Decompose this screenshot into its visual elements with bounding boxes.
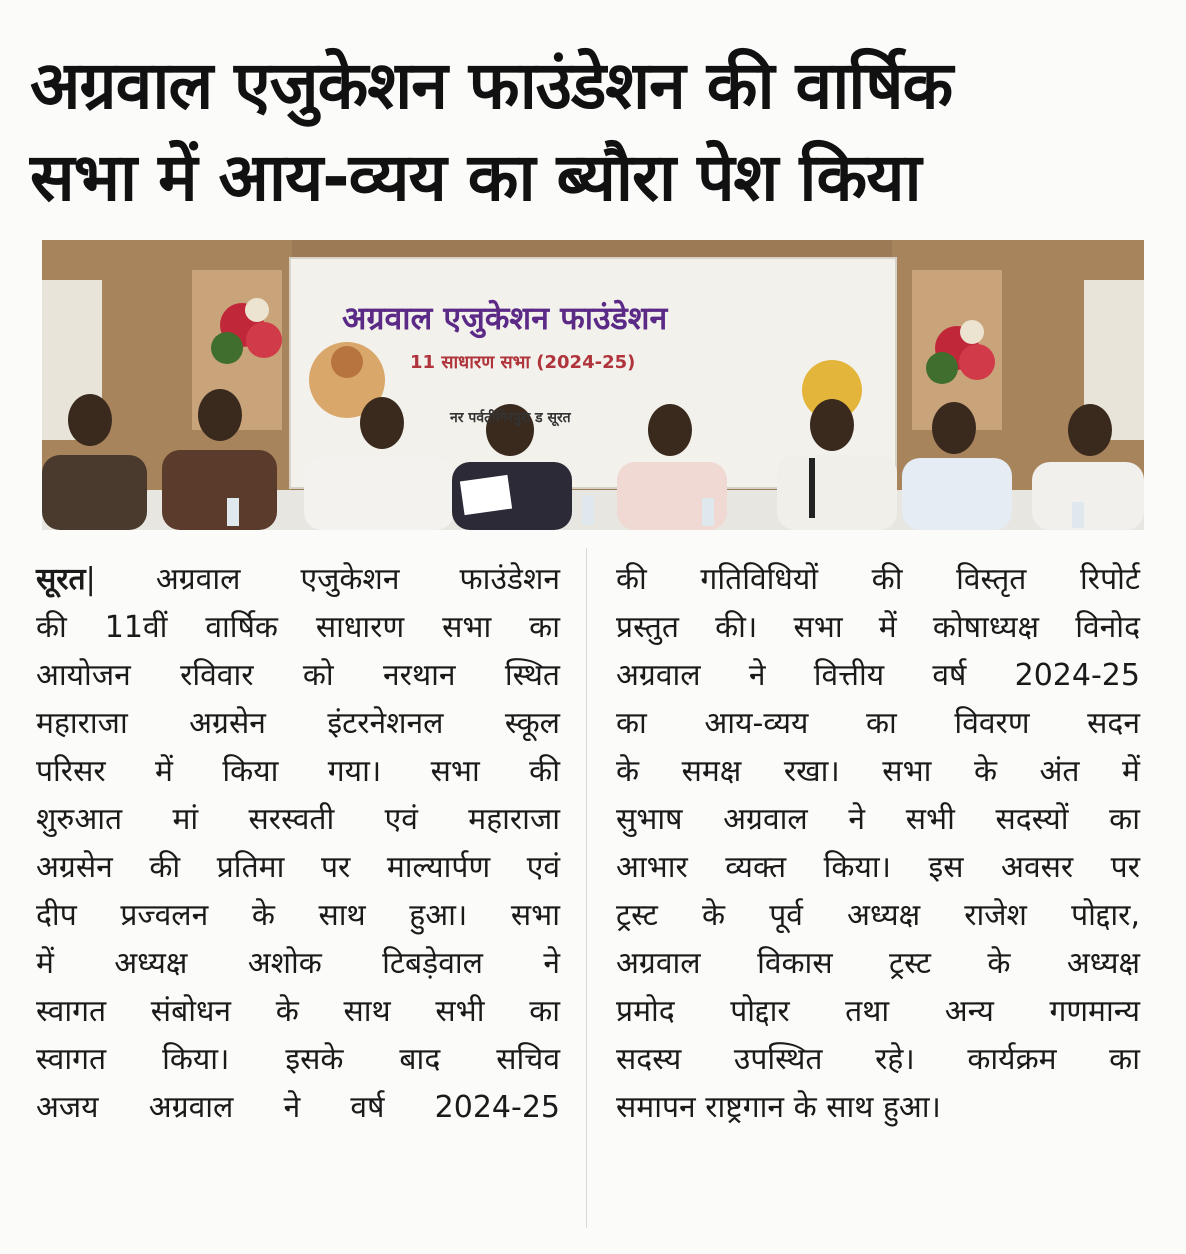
column-divider (586, 548, 587, 1228)
article-line: सुभाष अग्रवाल ने सभी सदस्यों का (616, 802, 1140, 837)
banner-place: नर पर्वतीगिरपुरा ड सूरत (450, 410, 571, 426)
headline (30, 40, 1160, 224)
article-column-left (36, 556, 560, 1132)
article-column-right (616, 556, 1140, 1132)
article-line: ट्रस्ट के पूर्व अध्यक्ष राजेश पोद्दार, (616, 898, 1140, 933)
article-line-1: सूरत| अग्रवाल एजुकेशन फाउंडेशन (36, 562, 560, 597)
article-line: प्रस्तुत की। सभा में कोषाध्यक्ष विनोद (616, 610, 1140, 645)
article-line: अग्रवाल विकास ट्रस्ट के अध्यक्ष (616, 946, 1140, 981)
article-line: समापन राष्ट्रगान के साथ हुआ। (616, 1090, 941, 1125)
article-line: प्रमोद पोद्दार तथा अन्य गणमान्य (616, 994, 1140, 1029)
article-line: अग्रवाल ने वित्तीय वर्ष 2024-25 (616, 658, 1140, 693)
event-photo (42, 240, 1144, 530)
article-line: शुरुआत मां सरस्वती एवं महाराजा (36, 802, 560, 837)
headline-line-2: सभा में आय-व्यय का ब्यौरा पेश किया (30, 139, 921, 216)
article-line: की गतिविधियों की विस्तृत रिपोर्ट (616, 562, 1140, 597)
dateline: सूरत (36, 562, 86, 597)
article-line: की 11वीं वार्षिक साधारण सभा का (36, 610, 560, 645)
article-line: स्वागत किया। इसके बाद सचिव (36, 1042, 560, 1077)
article-line: में अध्यक्ष अशोक टिबड़ेवाल ने (36, 946, 560, 981)
article-line: आभार व्यक्त किया। इस अवसर पर (616, 850, 1140, 885)
headline-line-1: अग्रवाल एजुकेशन फाउंडेशन की वार्षिक (30, 47, 953, 124)
article-line: महाराजा अग्रसेन इंटरनेशनल स्कूल (36, 706, 560, 741)
article-line: का आय-व्यय का विवरण सदन (616, 706, 1140, 741)
article-line: परिसर में किया गया। सभा की (36, 754, 560, 789)
article-line: अग्रसेन की प्रतिमा पर माल्यार्पण एवं (36, 850, 560, 885)
article-line: दीप प्रज्वलन के साथ हुआ। सभा (36, 898, 560, 933)
article-line: आयोजन रविवार को नरथान स्थित (36, 658, 560, 693)
article-line: सदस्य उपस्थित रहे। कार्यक्रम का (616, 1042, 1140, 1077)
article-line: अजय अग्रवाल ने वर्ष 2024-25 (36, 1090, 560, 1125)
banner-subtitle: 11 साधारण सभा (2024-25) (410, 352, 636, 373)
article-line: स्वागत संबोधन के साथ सभी का (36, 994, 560, 1029)
banner-title: अग्रवाल एजुकेशन फाउंडेशन (342, 299, 668, 337)
dateline-separator: | (85, 562, 96, 597)
article-line: के समक्ष रखा। सभा के अंत में (616, 754, 1140, 789)
